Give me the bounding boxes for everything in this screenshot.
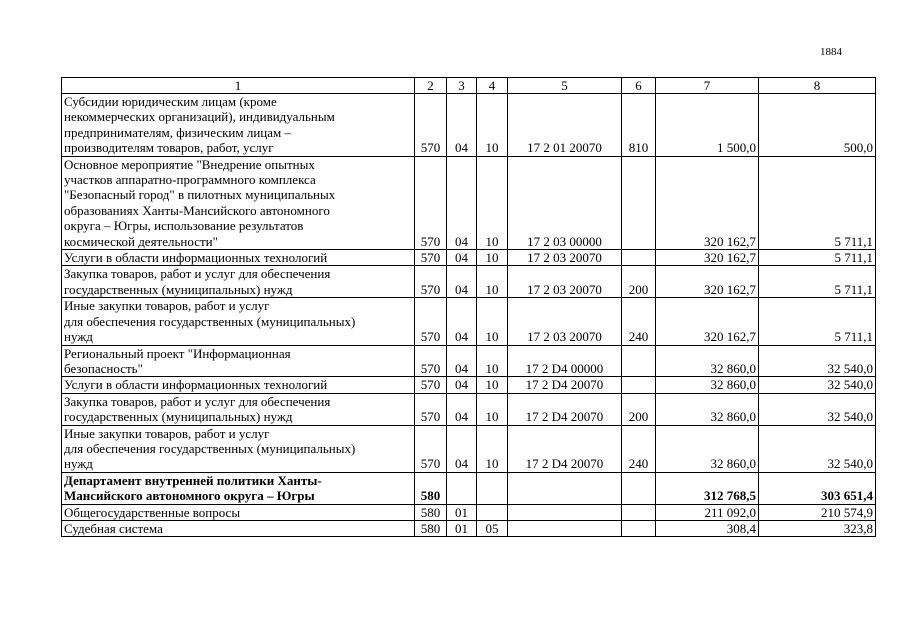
row-expense-type-cell bbox=[622, 345, 656, 377]
row-amount-2-cell: 303 651,4 bbox=[759, 472, 876, 504]
row-amount-2-cell: 5 711,1 bbox=[759, 266, 876, 298]
row-amount-1-cell: 32 860,0 bbox=[656, 425, 759, 472]
row-expense-type-cell bbox=[622, 377, 656, 393]
table-row bbox=[62, 472, 876, 504]
row-section-cell: 04 bbox=[447, 94, 477, 157]
row-amount-2-cell: 323,8 bbox=[759, 520, 876, 536]
row-article-cell: 17 2 01 20070 bbox=[508, 94, 622, 157]
row-code-cell: 580 bbox=[415, 504, 447, 520]
row-amount-1-cell: 32 860,0 bbox=[656, 345, 759, 377]
row-section-cell: 04 bbox=[447, 345, 477, 377]
row-amount-1-cell: 320 162,7 bbox=[656, 250, 759, 266]
row-subsection-cell: 10 bbox=[477, 250, 508, 266]
row-code-cell: 570 bbox=[415, 250, 447, 266]
row-article-cell: 17 2 D4 20070 bbox=[508, 425, 622, 472]
row-section-cell bbox=[447, 472, 477, 504]
header-cell: 4 bbox=[477, 78, 508, 94]
row-code-cell: 570 bbox=[415, 298, 447, 345]
row-amount-1-cell: 320 162,7 bbox=[656, 298, 759, 345]
row-name-cell: Закупка товаров, работ и услуг для обеспечения государственных (муниципальных) нужд bbox=[62, 393, 415, 425]
row-code-cell: 570 bbox=[415, 156, 447, 249]
row-name-cell: Судебная система bbox=[62, 520, 415, 536]
row-amount-1-cell: 320 162,7 bbox=[656, 156, 759, 249]
row-article-cell bbox=[508, 472, 622, 504]
table-row bbox=[62, 250, 876, 266]
row-amount-2-cell: 5 711,1 bbox=[759, 156, 876, 249]
row-name-cell: Субсидии юридическим лицам (кроме некоммерческих организаций), индивидуальным предпринимателям, физическим лицам – производителям товаров, работ, услуг bbox=[62, 94, 415, 157]
table-row bbox=[62, 266, 876, 298]
row-section-cell: 04 bbox=[447, 425, 477, 472]
header-cell: 2 bbox=[415, 78, 447, 94]
table-row bbox=[62, 156, 876, 249]
row-amount-2-cell: 5 711,1 bbox=[759, 250, 876, 266]
row-expense-type-cell: 200 bbox=[622, 266, 656, 298]
row-section-cell: 04 bbox=[447, 250, 477, 266]
row-amount-1-cell: 320 162,7 bbox=[656, 266, 759, 298]
page-number: 1884 bbox=[820, 46, 842, 58]
row-amount-2-cell: 210 574,9 bbox=[759, 504, 876, 520]
row-subsection-cell: 10 bbox=[477, 94, 508, 157]
header-cell: 6 bbox=[622, 78, 656, 94]
row-subsection-cell: 10 bbox=[477, 393, 508, 425]
row-section-cell: 01 bbox=[447, 520, 477, 536]
row-amount-2-cell: 32 540,0 bbox=[759, 377, 876, 393]
row-section-cell: 04 bbox=[447, 298, 477, 345]
row-section-cell: 04 bbox=[447, 266, 477, 298]
row-expense-type-cell bbox=[622, 520, 656, 536]
row-amount-2-cell: 32 540,0 bbox=[759, 393, 876, 425]
row-subsection-cell: 10 bbox=[477, 298, 508, 345]
row-expense-type-cell: 810 bbox=[622, 94, 656, 157]
row-name-cell: Департамент внутренней политики Ханты- Мансийского автономного округа – Югры bbox=[62, 472, 415, 504]
row-subsection-cell bbox=[477, 504, 508, 520]
row-code-cell: 570 bbox=[415, 345, 447, 377]
row-amount-1-cell: 32 860,0 bbox=[656, 377, 759, 393]
row-section-cell: 04 bbox=[447, 377, 477, 393]
row-code-cell: 580 bbox=[415, 472, 447, 504]
table-row bbox=[62, 94, 876, 157]
row-subsection-cell: 10 bbox=[477, 425, 508, 472]
row-expense-type-cell bbox=[622, 250, 656, 266]
row-name-cell: Основное мероприятие "Внедрение опытных участков аппаратно-программного комплекса "Безопасный город" в пилотных муниципальных образованиях Ханты-Мансийского автономного округа – Югры, использование результатов космической деятельности" bbox=[62, 156, 415, 249]
table-row bbox=[62, 345, 876, 377]
row-amount-2-cell: 5 711,1 bbox=[759, 298, 876, 345]
row-code-cell: 570 bbox=[415, 94, 447, 157]
row-subsection-cell: 10 bbox=[477, 377, 508, 393]
row-amount-1-cell: 32 860,0 bbox=[656, 393, 759, 425]
row-name-cell: Региональный проект "Информационная безопасность" bbox=[62, 345, 415, 377]
row-subsection-cell: 05 bbox=[477, 520, 508, 536]
row-expense-type-cell bbox=[622, 504, 656, 520]
row-expense-type-cell: 240 bbox=[622, 298, 656, 345]
row-name-cell: Услуги в области информационных технологий bbox=[62, 250, 415, 266]
row-name-cell: Иные закупки товаров, работ и услуг для обеспечения государственных (муниципальных) нужд bbox=[62, 425, 415, 472]
row-amount-1-cell: 308,4 bbox=[656, 520, 759, 536]
row-amount-2-cell: 32 540,0 bbox=[759, 345, 876, 377]
row-subsection-cell: 10 bbox=[477, 345, 508, 377]
table-row bbox=[62, 504, 876, 520]
row-subsection-cell: 10 bbox=[477, 266, 508, 298]
header-cell: 3 bbox=[447, 78, 477, 94]
row-article-cell: 17 2 03 00000 bbox=[508, 156, 622, 249]
row-expense-type-cell bbox=[622, 472, 656, 504]
row-code-cell: 570 bbox=[415, 393, 447, 425]
row-expense-type-cell bbox=[622, 156, 656, 249]
row-article-cell: 17 2 03 20070 bbox=[508, 298, 622, 345]
row-amount-2-cell: 500,0 bbox=[759, 94, 876, 157]
row-subsection-cell bbox=[477, 472, 508, 504]
table-row bbox=[62, 377, 876, 393]
header-cell: 1 bbox=[62, 78, 415, 94]
row-expense-type-cell: 240 bbox=[622, 425, 656, 472]
header-row bbox=[62, 78, 876, 94]
row-name-cell: Иные закупки товаров, работ и услуг для обеспечения государственных (муниципальных) нужд bbox=[62, 298, 415, 345]
row-name-cell: Общегосударственные вопросы bbox=[62, 504, 415, 520]
row-article-cell: 17 2 D4 00000 bbox=[508, 345, 622, 377]
row-section-cell: 01 bbox=[447, 504, 477, 520]
row-amount-1-cell: 312 768,5 bbox=[656, 472, 759, 504]
row-article-cell: 17 2 03 20070 bbox=[508, 250, 622, 266]
header-cell: 8 bbox=[759, 78, 876, 94]
row-expense-type-cell: 200 bbox=[622, 393, 656, 425]
row-article-cell: 17 2 D4 20070 bbox=[508, 377, 622, 393]
row-amount-1-cell: 1 500,0 bbox=[656, 94, 759, 157]
row-section-cell: 04 bbox=[447, 393, 477, 425]
row-amount-1-cell: 211 092,0 bbox=[656, 504, 759, 520]
row-name-cell: Закупка товаров, работ и услуг для обеспечения государственных (муниципальных) нужд bbox=[62, 266, 415, 298]
row-article-cell bbox=[508, 504, 622, 520]
table-row bbox=[62, 393, 876, 425]
row-code-cell: 570 bbox=[415, 425, 447, 472]
table-row bbox=[62, 298, 876, 345]
row-section-cell: 04 bbox=[447, 156, 477, 249]
budget-table bbox=[61, 77, 876, 537]
row-article-cell: 17 2 03 20070 bbox=[508, 266, 622, 298]
row-subsection-cell: 10 bbox=[477, 156, 508, 249]
header-cell: 7 bbox=[656, 78, 759, 94]
row-code-cell: 570 bbox=[415, 266, 447, 298]
row-article-cell bbox=[508, 520, 622, 536]
row-code-cell: 580 bbox=[415, 520, 447, 536]
row-name-cell: Услуги в области информационных технологий bbox=[62, 377, 415, 393]
row-article-cell: 17 2 D4 20070 bbox=[508, 393, 622, 425]
row-code-cell: 570 bbox=[415, 377, 447, 393]
header-cell: 5 bbox=[508, 78, 622, 94]
table-row bbox=[62, 520, 876, 536]
row-amount-2-cell: 32 540,0 bbox=[759, 425, 876, 472]
table-row bbox=[62, 425, 876, 472]
